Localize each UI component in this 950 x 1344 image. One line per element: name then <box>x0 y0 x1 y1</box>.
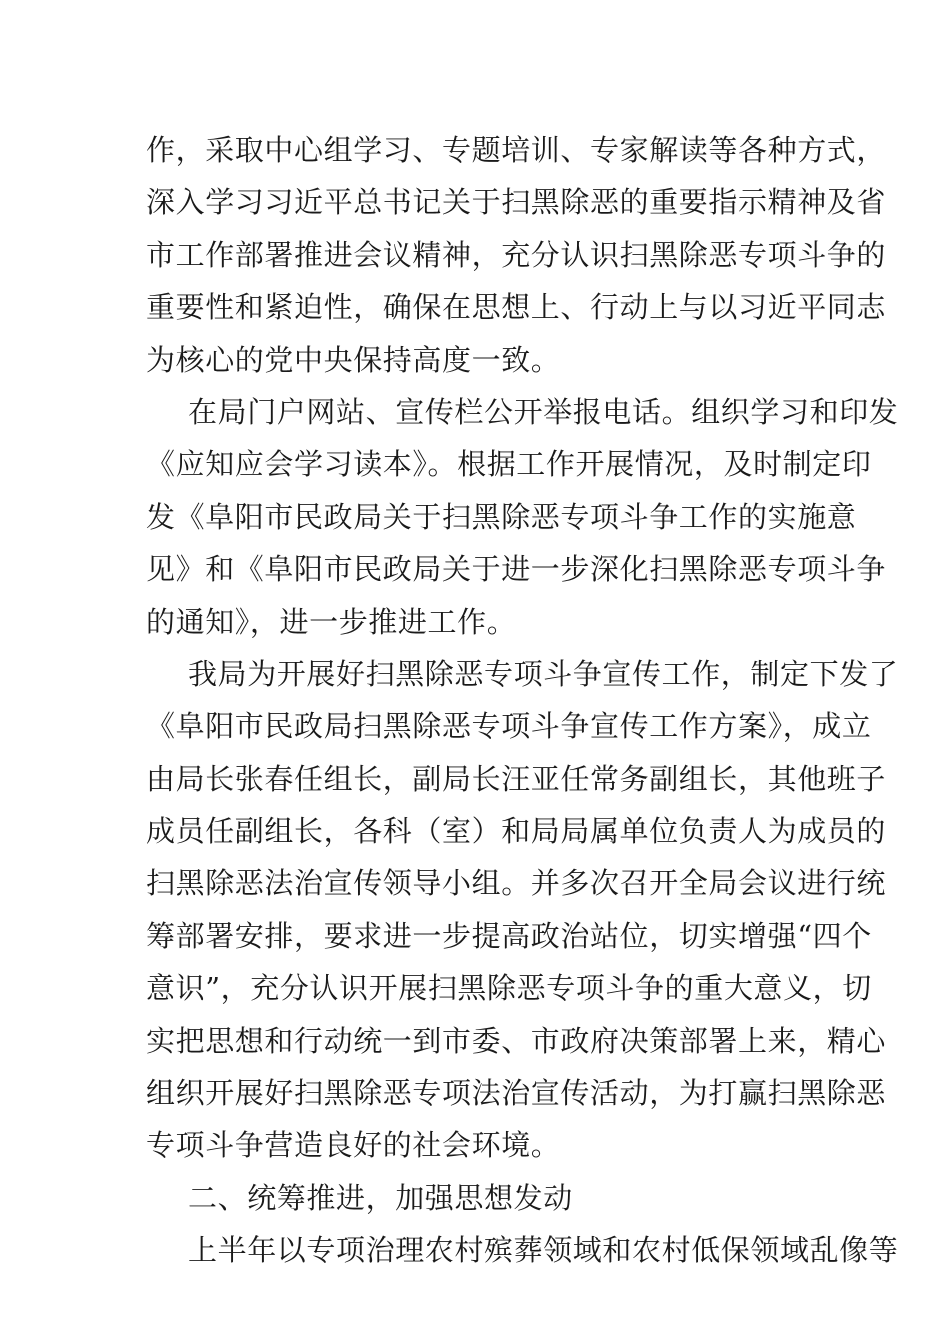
text-line: 《阜阳市民政局扫黑除恶专项斗争宣传工作方案》，成立 <box>146 709 872 744</box>
text-line: 扫黑除恶法治宣传领导小组。并多次召开全局会议进行统 <box>146 866 887 901</box>
text-line: 组织开展好扫黑除恶专项法治宣传活动，为打赢扫黑除恶 <box>146 1076 887 1111</box>
paragraph-hotline-publication <box>146 386 899 648</box>
text-line: 成员任副组长，各科（室）和局局属单位负责人为成员的 <box>146 814 887 849</box>
text-line: 实把思想和行动统一到市委、市政府决策部署上来，精心 <box>146 1023 887 1058</box>
section-heading <box>146 1172 810 1224</box>
text-line: 由局长张春任组长，副局长汪亚任常务副组长，其他班子 <box>146 761 887 796</box>
text-line: 的通知》，进一步推进工作。 <box>146 604 517 639</box>
text-line: 深入学习习近平总书记关于扫黑除恶的重要指示精神及省 <box>146 185 887 220</box>
text-line: 市工作部署推进会议精神，充分认识扫黑除恶专项斗争的 <box>146 237 887 272</box>
text-line: 上半年以专项治理农村殡葬领域和农村低保领域乱像等 <box>188 1233 899 1268</box>
text-line: 作，采取中心组学习、专题培训、专家解读等各种方式， <box>146 133 887 167</box>
text-line: 意识”，充分认识开展扫黑除恶专项斗争的重大意义，切 <box>146 971 872 1006</box>
text-line: 见》和《阜阳市民政局关于进一步深化扫黑除恶专项斗争 <box>146 552 887 587</box>
paragraph-propaganda-plan <box>146 648 899 1172</box>
text-line: 我局为开展好扫黑除恶专项斗争宣传工作，制定下发了 <box>188 656 899 691</box>
text-line: 《应知应会学习读本》。根据工作开展情况，及时制定印 <box>146 447 872 482</box>
text-line: 专项斗争营造良好的社会环境。 <box>146 1128 561 1163</box>
text-line: 筹部署安排，要求进一步提高政治站位，切实增强“四个 <box>146 918 872 953</box>
paragraph-study-continuation <box>146 124 887 386</box>
text-line: 重要性和紧迫性，确保在思想上、行动上与以习近平同志 <box>146 290 887 325</box>
text-line: 为核心的党中央保持高度一致。 <box>146 342 561 377</box>
section-heading-text: 二、统筹推进，加强思想发动 <box>188 1180 573 1215</box>
text-line: 在局门户网站、宣传栏公开举报电话。组织学习和印发 <box>188 394 899 429</box>
document-body <box>146 124 899 1277</box>
paragraph-special-governance <box>146 1224 899 1276</box>
text-line: 发《阜阳市民政局关于扫黑除恶专项斗争工作的实施意 <box>146 499 857 534</box>
